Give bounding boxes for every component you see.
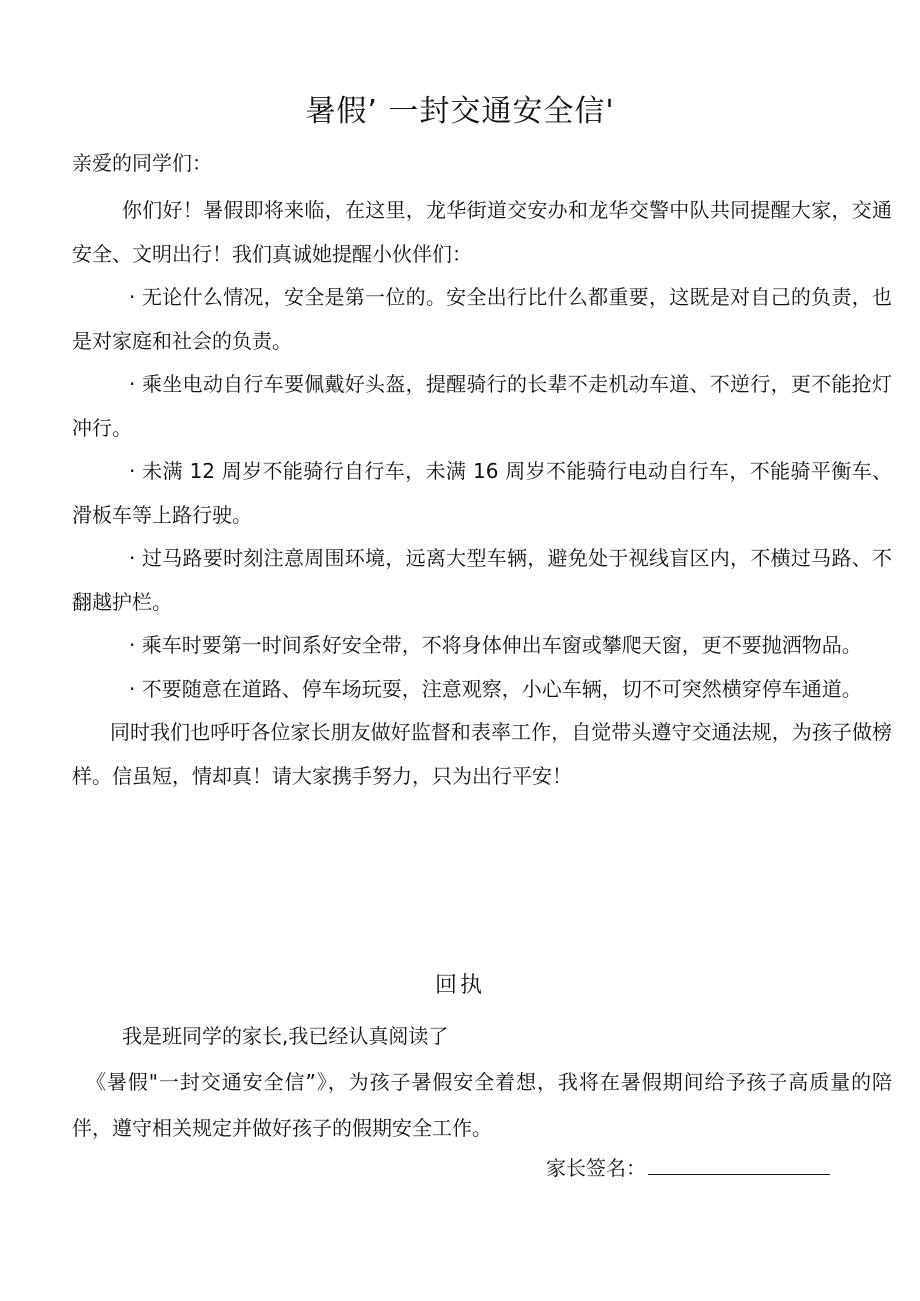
- signature-label: 家长签名：: [546, 1156, 646, 1180]
- letter-body: [72, 189, 892, 798]
- safety-tip-1: · 无论什么情况，安全是第一位的。安全出行比什么都重要，这既是对自己的负责，也是对家庭和社会的负责。: [72, 285, 892, 353]
- salutation: 亲爱的同学们：: [72, 151, 212, 175]
- safety-tip-4: · 过马路要时刻注意周围环境，远离大型车辆，避免处于视线盲区内，不横过马路、不翻越护栏。: [72, 546, 892, 614]
- intro-paragraph: 你们好！暑假即将来临，在这里，龙华街道交安办和龙华交警中队共同提醒大家，交通安全、文明出行！我们真诚她提醒小伙伴们：: [72, 198, 892, 266]
- parent-signature: [546, 1148, 830, 1186]
- receipt-statement-line2: 《暑假"一封交通安全信”》，为孩子暑假安全着想，我将在暑假期间给予孩子高质量的陪伴，遵守相关规定并做好孩子的假期安全工作。: [72, 1070, 892, 1140]
- receipt-body: [72, 1013, 892, 1151]
- receipt-title: 回执: [434, 973, 485, 998]
- safety-tip-3: · 未满 12 周岁不能骑行自行车，未满 16 周岁不能骑行电动自行车，不能骑平衡车、滑板车等上路行驶。: [72, 459, 892, 527]
- closing-paragraph: 同时我们也呼吁各位家长朋友做好监督和表率工作，自觉带头遵守交通法规，为孩子做榜样。信虽短，情却真！请大家携手努力，只为出行平安！: [72, 720, 892, 788]
- safety-tip-6: · 不要随意在道路、停车场玩耍，注意观察，小心车辆，切不可突然横穿停车通道。: [129, 676, 862, 701]
- letter-title: 暑假’ 一封交通安全信': [305, 94, 615, 129]
- signature-blank[interactable]: [648, 1148, 830, 1175]
- safety-tip-5: · 乘车时要第一时间系好安全带，不将身体伸出车窗或攀爬天窗，更不要抛洒物品。: [129, 633, 862, 657]
- safety-tip-2: · 乘坐电动自行车要佩戴好头盔，提醒骑行的长辈不走机动车道、不逆行，更不能抢灯冲行。: [72, 372, 892, 440]
- receipt-statement-line1: 我是班同学的家长,我已经认真阅读了: [122, 1024, 449, 1048]
